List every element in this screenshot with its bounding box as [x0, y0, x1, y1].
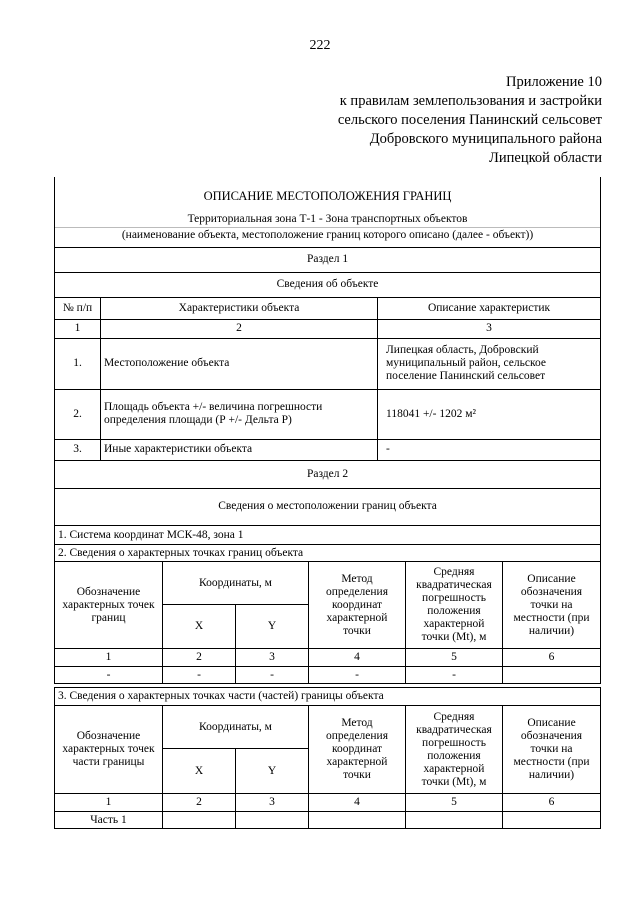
index-cell: 4 [309, 794, 406, 812]
row-number: 2. [55, 389, 101, 439]
parts-title: 3. Сведения о характерных точках части (частей) границы объекта [55, 688, 601, 706]
y-header: Y [236, 749, 309, 794]
x-header: X [163, 749, 236, 794]
section2-subtitle: Сведения о местоположении границ объекта [55, 488, 601, 525]
col-desc-header: Описание характеристик [378, 297, 601, 319]
table-row [55, 338, 601, 389]
empty-cell [503, 812, 601, 829]
object-info-table [54, 177, 601, 526]
method-header: Метод определения координат характерной точки [309, 562, 406, 649]
designation-header: Обозначение характерных точек части границы [55, 706, 163, 794]
col-char-header: Характеристики объекта [101, 297, 378, 319]
zone-name: Территориальная зона Т-1 - Зона транспортных объектов [55, 207, 601, 227]
index-cell: 1 [55, 649, 163, 667]
appendix-line: к правилам землепользования и застройки [339, 93, 602, 109]
row-characteristic: Площадь объекта +/- величина погрешности определения площади (Р +/- Дельта Р) [101, 389, 378, 439]
accuracy-header: Средняя квадратическая погрешность положения характерной точки (Mt), м [406, 562, 503, 649]
description-header: Описание обозначения точки на местности (при наличии) [503, 562, 601, 649]
table-row [55, 389, 601, 439]
empty-cell [309, 812, 406, 829]
coords-header: Координаты, м [163, 562, 309, 605]
row-description: 118041 +/- 1202 м² [378, 389, 601, 439]
section1-title: Раздел 1 [55, 247, 601, 272]
row-characteristic: Иные характеристики объекта [101, 439, 378, 460]
point-cell [503, 667, 601, 684]
index-cell: 3 [236, 794, 309, 812]
document-title: ОПИСАНИЕ МЕСТОПОЛОЖЕНИЯ ГРАНИЦ [55, 177, 601, 207]
designation-header: Обозначение характерных точек границ [55, 562, 163, 649]
appendix-header [338, 73, 602, 168]
appendix-line: Липецкой области [489, 150, 602, 166]
appendix-line: Приложение 10 [506, 74, 602, 90]
part-points-table [54, 687, 601, 829]
part-label: Часть 1 [55, 812, 163, 829]
table-row [55, 812, 601, 829]
index-cell: 3 [378, 319, 601, 338]
point-cell: - [163, 667, 236, 684]
coordinate-system: 1. Система координат МСК-48, зона 1 [55, 526, 601, 545]
index-cell: 1 [55, 794, 163, 812]
point-cell: - [55, 667, 163, 684]
row-number: 3. [55, 439, 101, 460]
empty-cell [406, 812, 503, 829]
index-cell: 2 [101, 319, 378, 338]
col-num-header: № п/п [55, 297, 101, 319]
boundary-points-table [54, 525, 601, 684]
section1-subtitle: Сведения об объекте [55, 272, 601, 297]
empty-cell [163, 812, 236, 829]
row-number: 1. [55, 338, 101, 389]
points-title: 2. Сведения о характерных точках границ объекта [55, 545, 601, 562]
point-cell: - [406, 667, 503, 684]
coords-header: Координаты, м [163, 706, 309, 749]
index-cell: 2 [163, 794, 236, 812]
object-note: (наименование объекта, местоположение границ которого описано (далее - объект)) [55, 227, 601, 247]
y-header: Y [236, 605, 309, 649]
method-header: Метод определения координат характерной точки [309, 706, 406, 794]
page-number: 222 [309, 38, 331, 53]
index-cell: 6 [503, 794, 601, 812]
description-header: Описание обозначения точки на местности (при наличии) [503, 706, 601, 794]
index-cell: 5 [406, 649, 503, 667]
table-row [55, 667, 601, 684]
index-cell: 1 [55, 319, 101, 338]
section2-title: Раздел 2 [55, 460, 601, 488]
index-cell: 3 [236, 649, 309, 667]
point-cell: - [309, 667, 406, 684]
index-cell: 4 [309, 649, 406, 667]
x-header: X [163, 605, 236, 649]
row-characteristic: Местоположение объекта [101, 338, 378, 389]
empty-cell [236, 812, 309, 829]
row-description: Липецкая область, Добровский муниципальный район, сельское поселение Панинский сельсовет [378, 338, 601, 389]
index-cell: 6 [503, 649, 601, 667]
accuracy-header: Средняя квадратическая погрешность положения характерной точки (Mt), м [406, 706, 503, 794]
row-description: - [378, 439, 601, 460]
index-cell: 5 [406, 794, 503, 812]
point-cell: - [236, 667, 309, 684]
appendix-line: Добровского муниципального района [369, 131, 602, 147]
appendix-line: сельского поселения Панинский сельсовет [337, 112, 602, 128]
table-row [55, 439, 601, 460]
index-cell: 2 [163, 649, 236, 667]
